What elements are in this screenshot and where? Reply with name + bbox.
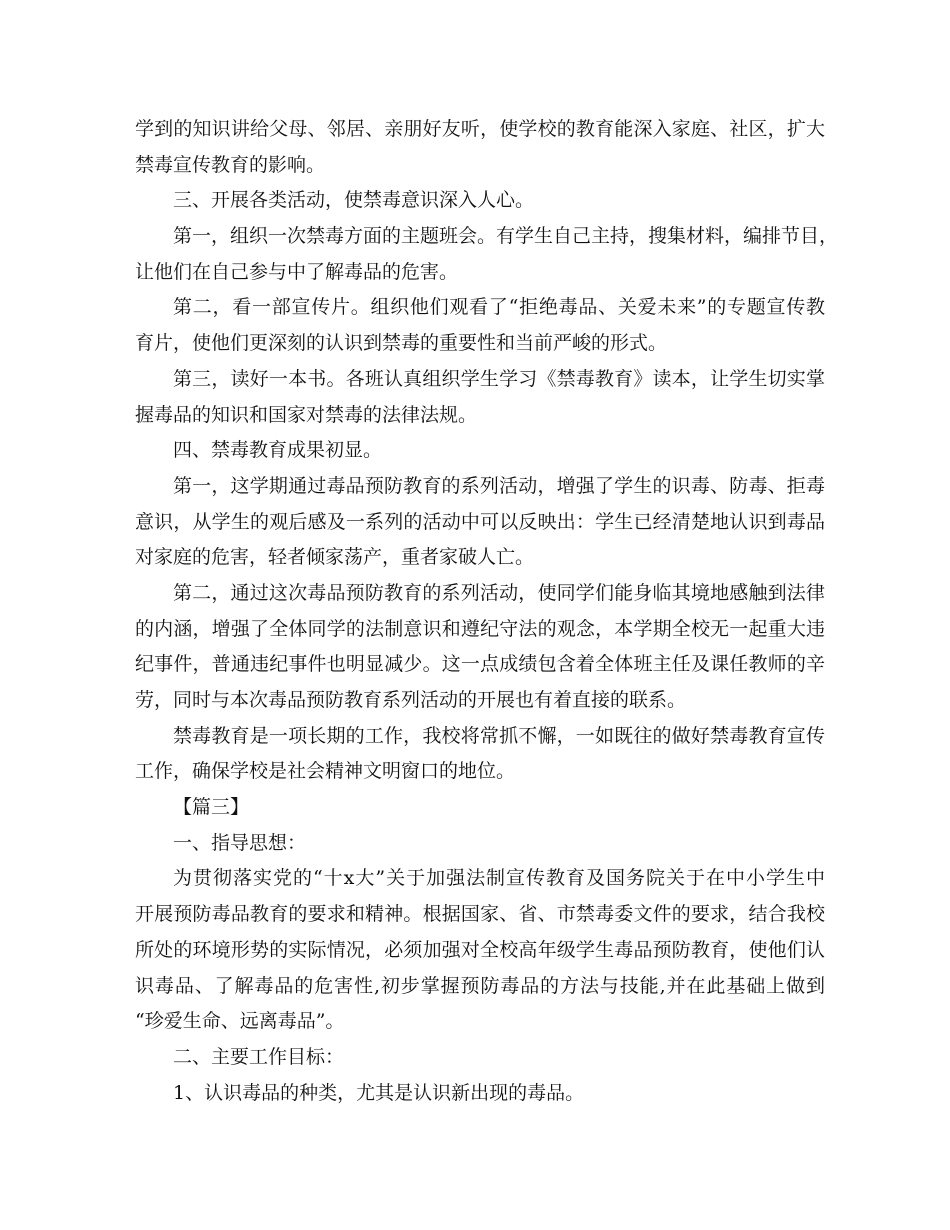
text-line: 工作，确保学校是社会精神文明窗口的地位。 [135,760,516,783]
list-item: 1、认识毒品的种类，尤其是认识新出现的毒品。 [173,1081,585,1104]
text-line: 第一，组织一次禁毒方面的主题班会。有学生自己主持，搜集材料，编排节目， [173,225,839,248]
section-heading: 三、开展各类活动，使禁毒意识深入人心。 [173,189,535,212]
text-line: 纪事件，普通违纪事件也明显减少。这一点成绩包含着全体班主任及课任教师的辛 [135,653,825,676]
text-line: 的内涵，增强了全体同学的法制意识和遵纪守法的观念，本学期全校无一起重大违 [135,617,825,640]
text-line: 第二，看一部宣传片。组织他们观看了“拒绝毒品、关爱未来”的专题宣传教 [173,296,825,319]
text-line: 第二，通过这次毒品预防教育的系列活动，使同学们能身临其境地感触到法律 [173,581,825,604]
section-heading: 一、指导思想： [173,831,307,854]
text-line: 所处的环境形势的实际情况，必须加强对全校高年级学生毒品预防教育，使他们认 [135,938,825,961]
text-line: 为贯彻落实党的“十x大”关于加强法制宣传教育及国务院关于在中小学生中 [173,867,825,890]
text-line: 第三，读好一本书。各班认真组织学生学习《禁毒教育》读本，让学生切实掌 [173,367,825,390]
text-line: 意识，从学生的观后感及一系列的活动中可以反映出：学生已经清楚地认识到毒品 [135,510,825,533]
text-line: 第一，这学期通过毒品预防教育的系列活动，增强了学生的识毒、防毒、拒毒 [173,474,825,497]
text-line: 对家庭的危害，轻者倾家荡产，重者家破人亡。 [135,546,535,569]
text-line: “珍爱生命、远离毒品”。 [135,1010,345,1033]
text-line: 识毒品、了解毒品的危害性,初步掌握预防毒品的方法与技能,并在此基础上做到 [135,974,825,997]
section-heading: 四、禁毒教育成果初显。 [173,439,383,462]
text-line: 开展预防毒品教育的要求和精神。根据国家、省、市禁毒委文件的要求，结合我校 [135,903,825,926]
part-heading: 【篇三】 [173,796,250,819]
section-heading: 二、主要工作目标： [173,1045,345,1068]
document-body [135,112,839,1111]
text-line: 劳，同时与本次毒品预防教育系列活动的开展也有着直接的联系。 [135,689,687,711]
text-line: 禁毒宣传教育的影响。 [135,153,326,176]
text-line: 学到的知识讲给父母、邻居、亲朋好友听，使学校的教育能深入家庭、社区，扩大 [135,118,825,140]
text-line: 禁毒教育是一项长期的工作，我校将常抓不懈，一如既往的做好禁毒教育宣传 [173,724,825,747]
text-line: 育片，使他们更深刻的认识到禁毒的重要性和当前严峻的形式。 [135,332,668,355]
text-line: 握毒品的知识和国家对禁毒的法律法规。 [135,403,478,426]
text-line: 让他们在自己参与中了解毒品的危害。 [135,260,459,283]
